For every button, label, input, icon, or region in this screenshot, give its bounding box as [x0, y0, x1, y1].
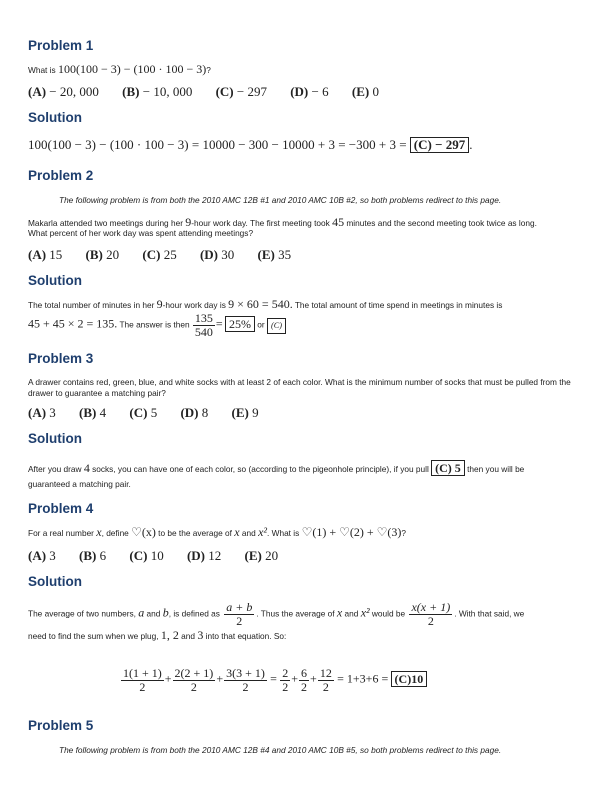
problem-3-solution-heading: Solution: [28, 431, 82, 446]
choice-e: (E) 9: [231, 405, 259, 420]
problem-3-heading: Problem 3: [28, 351, 94, 366]
answer-box-letter: (C): [267, 318, 286, 334]
fraction-term-3: $\frac{3(3 + 1)}{2}$: [226, 666, 265, 694]
fraction-x-times-x-plus-1-over-2: $\frac{x(x + 1)}{2}$: [411, 600, 451, 628]
fraction-simplified-2: $\frac{6}{2}$: [301, 666, 308, 694]
answer-box: (C) 5: [431, 460, 465, 476]
problem-1-heading: Problem 1: [28, 38, 94, 53]
fraction-term-2: $\frac{2(2 + 1)}{2}$: [174, 666, 214, 694]
problem-2-solution-line2: 45 + 45 × 2 = 135. The answer is then $\frac{135}{540}$ = 25% or (C): [28, 312, 286, 339]
question-suffix: ?: [206, 65, 211, 75]
problem-3-choices: [28, 405, 279, 421]
choice-a: (A) 3: [28, 548, 56, 563]
choice-b: (B) 20: [85, 247, 120, 262]
fraction-simplified-1: $\frac{2}{2}$: [282, 666, 289, 694]
problem-2-heading: Problem 2: [28, 168, 94, 183]
choice-b: (B) − 10, 000: [122, 84, 193, 99]
fraction-a-plus-b-over-2: $\frac{a + b}{2}$: [226, 600, 253, 628]
question-prefix: What is: [28, 65, 56, 75]
choice-c: (C) 25: [142, 247, 177, 262]
choice-b: (B) 4: [79, 405, 107, 420]
problem-4-solution-line2: need to find the sum when we plug, 1, 2 and 3 into that equation. So:: [28, 628, 287, 642]
choice-a: (A) 15: [28, 247, 63, 262]
choice-a: (A) 3: [28, 405, 56, 420]
choice-e: (E) 20: [244, 548, 279, 563]
problem-2-question-line2: What percent of her work day was spent attending meetings?: [28, 228, 254, 238]
problem-2-solution-heading: Solution: [28, 273, 82, 288]
choice-d: (D) 30: [199, 247, 235, 262]
choice-d: (D) − 6: [290, 84, 329, 99]
fraction-135-540: $\frac{135}{540}$: [194, 311, 213, 339]
solution-end: .: [469, 137, 473, 152]
problem-4-heading: Problem 4: [28, 501, 94, 516]
choice-d: (D) 8: [180, 405, 209, 420]
choice-a: (A) − 20, 000: [28, 84, 99, 99]
problem-5-redirect-note: The following problem is from both the 2010 AMC 12B #4 and 2010 AMC 10B #5, so both problems redirect to this page.: [59, 745, 502, 755]
problem-4-equation: $\frac{1(1 + 1)}{2}$ + $\frac{2(2 + 1)}{2}$ + $\frac{3(3 + 1)}{2}$ = $\frac{2}{2}$ + $\frac{6}{2}$ + $\frac{12}{2}$ = 1+3+6 = (C)10: [120, 667, 427, 694]
choice-d: (D) 12: [186, 548, 222, 563]
choice-c: (C) 5: [129, 405, 158, 420]
problem-2-redirect-note: The following problem is from both the 2010 AMC 12B #1 and 2010 AMC 10B #2, so both problems redirect to this page.: [59, 195, 502, 205]
problem-2-question: Makarla attended two meetings during her 9-hour work day. The first meeting took 45 minutes and the second meeting took twice as long.: [28, 215, 537, 229]
problem-4-solution-heading: Solution: [28, 574, 82, 589]
fraction-term-1: $\frac{1(1 + 1)}{2}$: [123, 666, 162, 694]
choice-c: (C) − 297: [215, 84, 267, 99]
answer-box-percent: 25%: [225, 316, 255, 332]
choice-b: (B) 6: [79, 548, 107, 563]
problem-3-question: A drawer contains red, green, blue, and white socks with at least 2 of each color. What is the minimum number of socks that must be pulled from the drawer to guarantee a matching pair?: [28, 377, 571, 398]
problem-1-choices: [28, 84, 399, 100]
solution-answer-box: (C) − 297: [410, 137, 469, 153]
problem-1-solution: [28, 137, 473, 153]
problem-4-question: For a real number x, define ♡(x) to be the average of x and x². What is ♡(1) + ♡(2) + ♡(3)?: [28, 525, 407, 539]
choice-e: (E) 0: [351, 84, 379, 99]
fraction-simplified-3: $\frac{12}{2}$: [319, 666, 332, 694]
problem-1-question: [28, 64, 211, 76]
problem-1-solution-heading: Solution: [28, 110, 82, 125]
choice-c: (C) 10: [129, 548, 164, 563]
problem-2-solution-line1: The total number of minutes in her 9-hour work day is 9 × 60 = 540. The total amount of time spend in meetings in minutes is: [28, 297, 503, 311]
choice-e: (E) 35: [257, 247, 292, 262]
problem-4-solution-line1: The average of two numbers, a and b, is defined as $\frac{a + b}{2}$ . Thus the average of x and x² would be $\frac{x(x + 1)}{2}$ . With that said, we: [28, 600, 525, 628]
problem-4-choices: [28, 548, 298, 564]
problem-5-heading: Problem 5: [28, 718, 94, 733]
problem-3-solution-line1: After you draw 4 socks, you can have one of each color, so (according to the pigeonhole principle), if you pull (C) 5 then you will be: [28, 461, 525, 475]
problem-2-choices: [28, 247, 311, 263]
question-math: 100(100 − 3) − (100 · 100 − 3): [57, 62, 207, 76]
solution-math: 100(100 − 3) − (100 · 100 − 3) = 10000 − 300 − 10000 + 3 = −300 + 3 =: [28, 137, 407, 152]
problem-3-solution-line2: guaranteed a matching pair.: [28, 479, 131, 489]
answer-box: (C)10: [391, 671, 428, 687]
